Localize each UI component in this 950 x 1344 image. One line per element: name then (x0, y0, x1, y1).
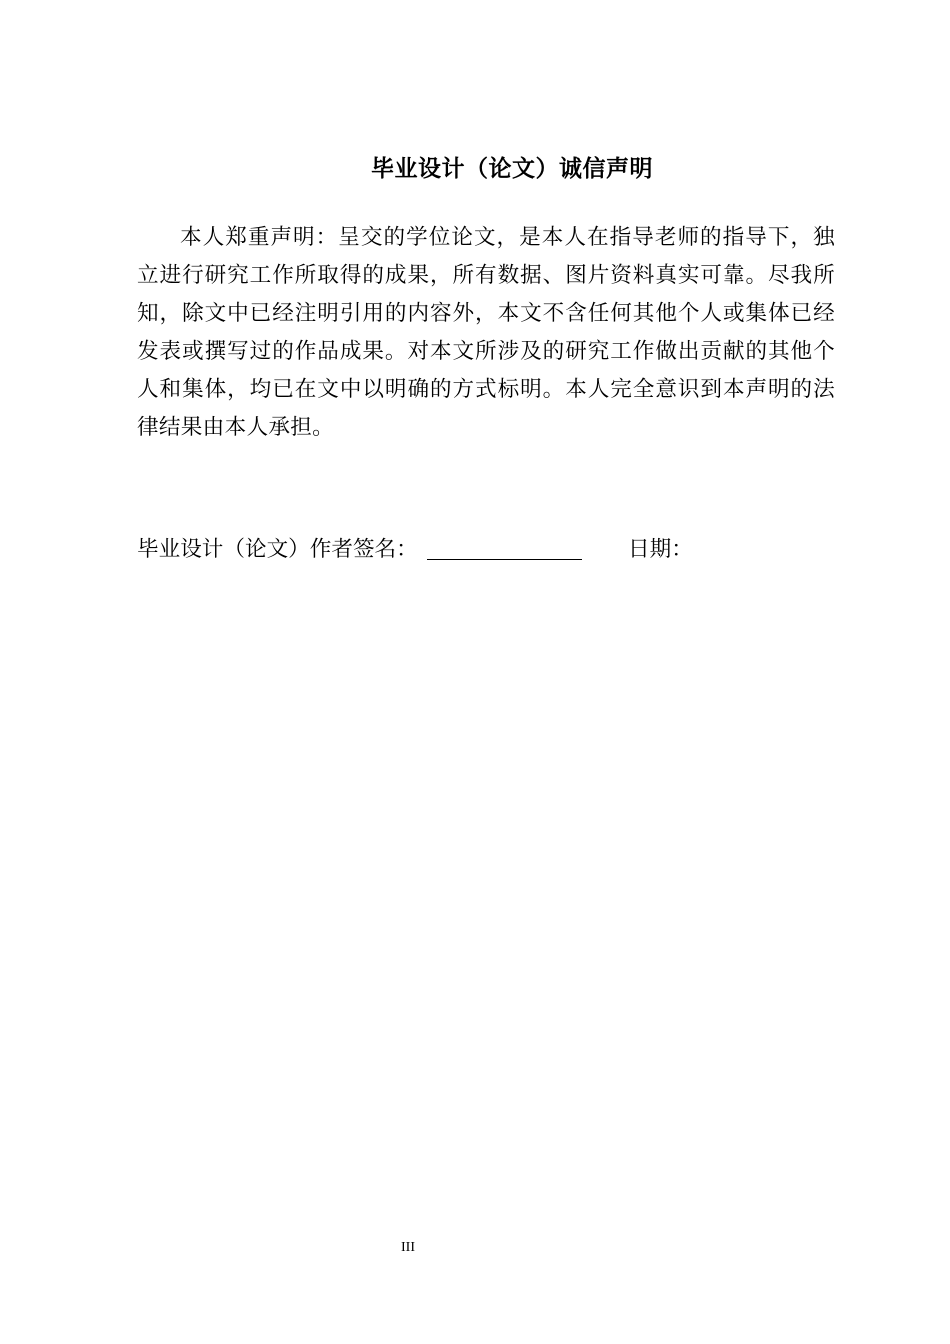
signature-line (427, 559, 582, 560)
signature-label: 毕业设计（论文）作者签名： (137, 537, 418, 562)
declaration-paragraph: 本人郑重声明：呈交的学位论文，是本人在指导老师的指导下，独立进行研究工作所取得的成果，所有数据、图片资料真实可靠。尽我所知，除文中已经注明引用的内容外，本文不含任何其他个人或集体已经发表或撰写过的作品成果。对本文所涉及的研究工作做出贡献的其他个人和集体，均已在文中以明确的方式标明。本人完全意识到本声明的法律结果由本人承担。 (137, 225, 835, 440)
date-label: 日期： (628, 537, 693, 562)
signature-row (137, 533, 837, 567)
page-title: 毕业设计（论文）诚信声明 (371, 156, 653, 182)
page-number: III (401, 1240, 415, 1255)
